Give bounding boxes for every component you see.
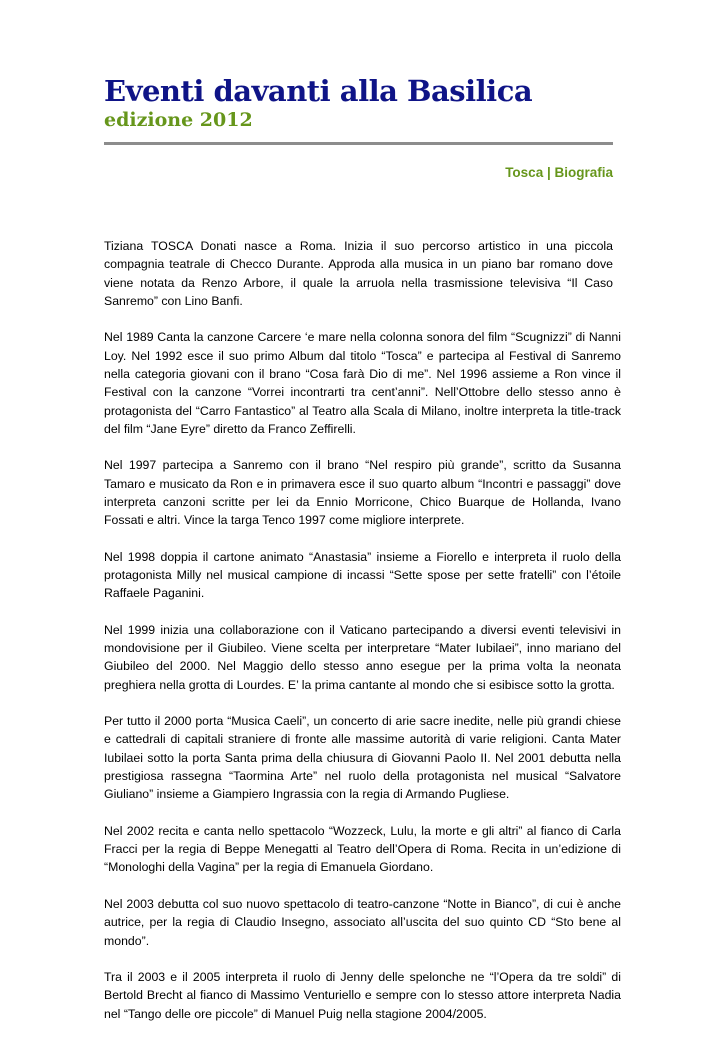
biography-body (104, 237, 621, 1041)
paragraph: Tiziana TOSCA Donati nasce a Roma. Inizia il suo percorso artistico in una piccola compagnia teatrale di Checco Durante. Approda alla musica in un piano bar romano dove viene notata da Renzo Arbore, il quale la arruola nella trasmissione televisiva “Il Caso Sanremo” con Lino Banfi. (104, 239, 613, 308)
paragraph: Nel 1997 partecipa a Sanremo con il brano “Nel respiro più grande”, scritto da Susanna Tamaro e musicato da Ron e in primavera esce il suo quarto album “Incontri e passaggi” dove interpreta canzoni scritte per lei da Ennio Morricone, Chico Buarque de Hollanda, Ivano Fossati e altri. Vince la targa Tenco 1997 come migliore interprete. (104, 458, 621, 528)
paragraph: Nel 1989 Canta la canzone Carcere ‘e mare nella colonna sonora del film “Scugnizzi” di Nanni Loy. Nel 1992 esce il suo primo Album dal titolo “Tosca” e partecipa al Festival di Sanremo nella categoria giovani con il brano “Cosa farà Dio di me”. Nel 1996 assieme a Ron vince il Festival con la canzone “Vorrei incontrarti tra cent’anni”. Nell’Ottobre dello stesso anno è protagonista del “Carro Fantastico” al Teatro alla Scala di Milano, inoltre interpreta la title-track del film “Jane Eyre” diretto da Franco Zeffirelli. (104, 330, 621, 436)
header-divider (104, 142, 613, 145)
paragraph: Nel 2002 recita e canta nello spettacolo “Wozzeck, Lulu, la morte e gli altri” al fianco di Carla Fracci per la regia di Beppe Menegatti al Teatro dell’Opera di Roma. Recita in un’edizione di “Monologhi della Vagina” per la regia di Emanuela Giordano. (104, 823, 621, 875)
paragraph: Nel 2003 debutta col suo nuovo spettacolo di teatro-canzone “Notte in Bianco”, di cui è anche autrice, per la regia di Claudio Insegno, associato all’uscita del suo quinto CD “Sto bene al mondo”. (104, 896, 621, 948)
paragraph: Nel 1998 doppia il cartone animato “Anastasia” insieme a Fiorello e interpreta il ruolo della protagonista Milly nel musical campione di incassi “Sette spose per sette fratelli” con l’étoile Raffaele Paganini. (104, 549, 621, 601)
section-label: Tosca | Biografia (505, 165, 613, 180)
document-title: Eventi davanti alla Basilica (104, 74, 533, 108)
document-subtitle: edizione 2012 (104, 109, 253, 131)
paragraph: Nel 1999 inizia una collaborazione con il Vaticano partecipando a diversi eventi televisivi in mondovisione per il Giubileo. Viene scelta per interpretare “Mater Iubilaei”, inno mariano del Giubileo del 2000. Nel Maggio dello stesso anno esegue per la prima volta la neonata preghiera nella grotta di Lourdes. E’ la prima cantante al mondo che si esibisce sotto la grotta. (104, 622, 621, 692)
paragraph: Tra il 2003 e il 2005 interpreta il ruolo di Jenny delle spelonche ne “l’Opera da tre soldi” di Bertold Brecht al fianco di Massimo Venturiello e sempre con lo stesso attore interpreta Nadia nel “Tango delle ore piccole” di Manuel Puig nella stagione 2004/2005. (104, 970, 621, 1021)
paragraph: Per tutto il 2000 porta “Musica Caeli”, un concerto di arie sacre inedite, nelle più grandi chiese e cattedrali di capitali straniere di fronte alle massime autorità di varie religioni. Canta Mater Iubilaei sotto la porta Santa prima della chiusura di Giovanni Paolo II. Nel 2001 debutta nella prestigiosa rassegna “Taormina Arte” nel ruolo della protagonista nel musical “Salvatore Giuliano” insieme a Giampiero Ingrassia con la regia di Armando Pugliese. (104, 714, 621, 802)
